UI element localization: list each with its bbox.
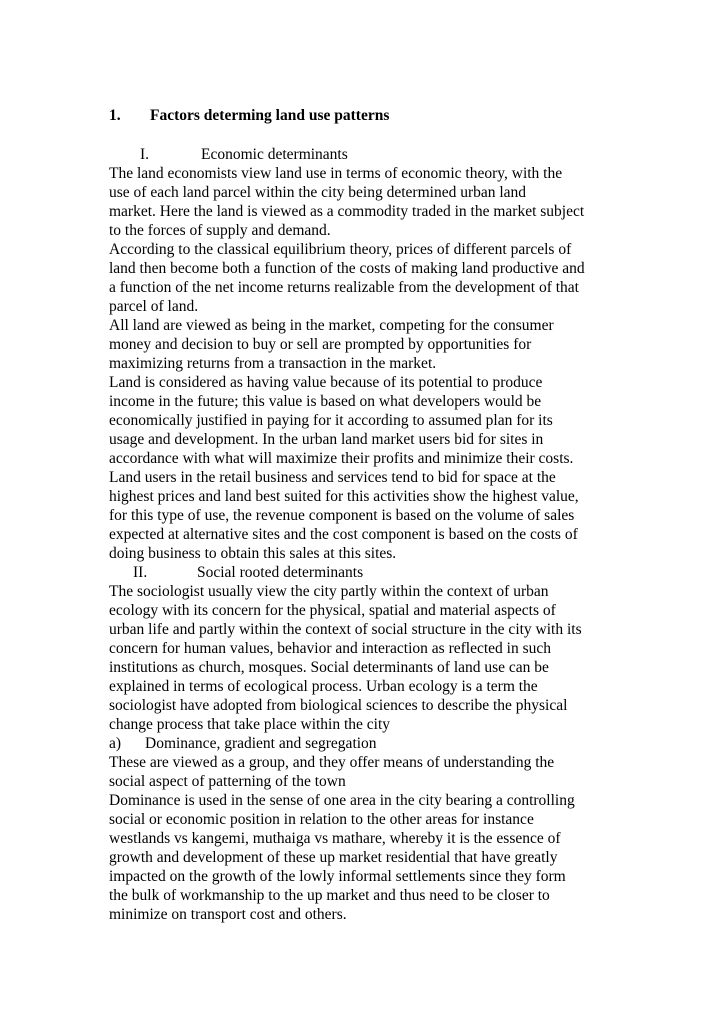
text-line: concern for human values, behavior and interaction as reflected in such [109, 640, 551, 657]
subheading-title: Economic determinants [201, 146, 348, 163]
text-line: minimize on transport cost and others. [109, 906, 347, 923]
text-line: to the forces of supply and demand. [109, 222, 331, 239]
text-line: land then become both a function of the costs of making land productive and [109, 260, 585, 277]
text-line: income in the future; this value is based on what developers would be [109, 393, 542, 410]
subheading-letter: a) [109, 735, 122, 752]
text-line: The sociologist usually view the city partly within the context of urban [109, 583, 549, 600]
text-line: impacted on the growth of the lowly informal settlements since they form [109, 868, 566, 885]
text-line: highest prices and land best suited for this activities show the highest value, [109, 488, 579, 505]
text-line: change process that take place within the city [109, 716, 391, 733]
text-line: social aspect of patterning of the town [109, 773, 346, 790]
text-line: Land is considered as having value because of its potential to produce [109, 374, 543, 391]
text-line: the bulk of workmanship to the up market and thus need to be closer to [109, 887, 550, 904]
text-line: maximizing returns from a transaction in the market. [109, 355, 437, 372]
text-line: explained in terms of ecological process. Urban ecology is a term the [109, 678, 538, 695]
subheading-numeral: I. [140, 146, 150, 163]
subheading-dominance [109, 734, 621, 753]
text-line: accordance with what will maximize their profits and minimize their costs. [109, 450, 574, 467]
subheading-title: Dominance, gradient and segregation [145, 735, 377, 752]
text-line: a function of the net income returns realizable from the development of that [109, 279, 579, 296]
text-line: These are viewed as a group, and they offer means of understanding the [109, 754, 555, 771]
text-line: market. Here the land is viewed as a commodity traded in the market subject [109, 203, 585, 220]
heading-title: Factors determing land use patterns [150, 107, 390, 124]
text-line: parcel of land. [109, 298, 199, 315]
text-line: sociologist have adopted from biological sciences to describe the physical [109, 697, 568, 714]
text-line: growth and development of these up market residential that have greatly [109, 849, 558, 866]
text-line: According to the classical equilibrium theory, prices of different parcels of [109, 241, 572, 258]
text-line: The land economists view land use in terms of economic theory, with the [109, 165, 563, 182]
text-line: urban life and partly within the context of social structure in the city with its [109, 621, 582, 638]
text-line: for this type of use, the revenue component is based on the volume of sales [109, 507, 575, 524]
text-line: westlands vs kangemi, muthaiga vs mathare, whereby it is the essence of [109, 830, 561, 847]
text-line: Land users in the retail business and services tend to bid for space at the [109, 469, 556, 486]
heading-number: 1. [109, 107, 121, 124]
text-line: money and decision to buy or sell are prompted by opportunities for [109, 336, 532, 353]
section-heading [109, 106, 389, 125]
text-line: social or economic position in relation to the other areas for instance [109, 811, 534, 828]
text-line: doing business to obtain this sales at this sites. [109, 545, 397, 562]
subheading-numeral: II. [133, 564, 148, 581]
text-line: Dominance is used in the sense of one area in the city bearing a controlling [109, 792, 575, 809]
document-body [109, 145, 621, 924]
subheading-economic [109, 145, 621, 164]
text-line: use of each land parcel within the city being determined urban land [109, 184, 527, 201]
text-line: All land are viewed as being in the market, competing for the consumer [109, 317, 554, 334]
text-line: institutions as church, mosques. Social determinants of land use can be [109, 659, 549, 676]
text-line: usage and development. In the urban land market users bid for sites in [109, 431, 544, 448]
text-line: expected at alternative sites and the cost component is based on the costs of [109, 526, 578, 543]
subheading-social [109, 563, 621, 582]
text-line: economically justified in paying for it according to assumed plan for its [109, 412, 553, 429]
text-line: ecology with its concern for the physical, spatial and material aspects of [109, 602, 556, 619]
subheading-title: Social rooted determinants [197, 564, 364, 581]
